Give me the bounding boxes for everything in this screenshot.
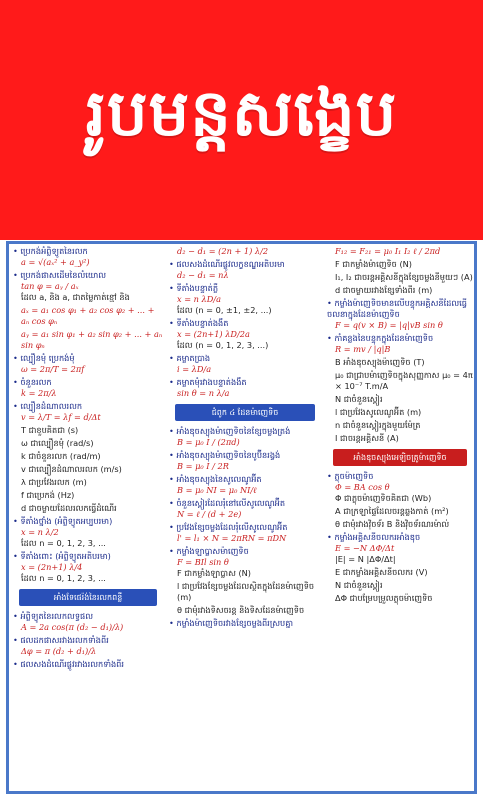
formula-item — [13, 477, 163, 488]
formula-item — [13, 490, 163, 501]
formula-item — [13, 635, 163, 657]
formula-item — [327, 246, 473, 257]
formula-item — [169, 474, 321, 496]
formula-expression: F = q(v × B) = |q|vB sin θ — [335, 320, 443, 330]
formula-expression: B = μ₀ I / (2πd) — [177, 437, 240, 447]
formula-item — [327, 567, 473, 578]
formula-item — [13, 451, 163, 462]
formula-item — [327, 272, 473, 283]
formula-expression: E = −N ΔΦ/Δt — [335, 543, 395, 553]
section-header: អាំងទែផេរ៉ង់នៃរលកពន្លឺ — [19, 589, 157, 606]
banner-title: រូបមន្តសង្ខេប — [85, 76, 398, 151]
column-2 — [169, 246, 321, 789]
formula-item — [169, 618, 321, 629]
formula-item — [169, 377, 321, 399]
formula-item — [327, 370, 473, 392]
formula-note: Φ ជាភ្លុចម៉ាញេទិចគិតជា (Wb) — [335, 493, 432, 503]
formula-heading: • ទីតាំងបន្ទាត់ភ្លឺ — [169, 283, 321, 294]
formula-item — [13, 503, 163, 514]
formula-item — [327, 333, 473, 355]
title-banner — [0, 0, 483, 240]
formula-note: ដែល a, និង a, ជាតម្លៃកាត់ខ្មៅ និង — [21, 292, 130, 302]
formula-heading: • កាំគន្លងនៃបន្ទុកក្នុងដែនម៉ាញេទិច — [327, 333, 473, 344]
formula-item — [13, 270, 163, 303]
formula-item — [327, 532, 473, 565]
formula-note: n ជាចំនួនស្ពៀរក្នុងមួយម៉ែត្រ — [335, 420, 421, 430]
formula-item — [169, 318, 321, 351]
formula-note: I₁, I₂ ជាចរន្តអគ្គិសនីក្នុងខ្សែចម្លងនីមួយៗ (A) — [335, 272, 473, 282]
formula-note: λ ជាប្រវែងរលក (m) — [21, 477, 87, 487]
formula-heading: • ចំនួនស្ពៀរដែលរុំនៅលើសូលេណូអ៊ីត — [169, 498, 321, 509]
formula-expression: x = (2n+1) λD/2a — [177, 329, 250, 339]
formula-note: v ជាល្បឿនដំណាលរលក (m/s) — [21, 464, 122, 474]
formula-heading: • កម្លាំងម៉ាញេទិចរវាងខ្សែចម្លងពីរស្របគ្នា — [169, 618, 321, 629]
formula-note: F ជាកម្លាំងឡាប្លាស (N) — [177, 568, 251, 578]
formula-heading: • អាំងឌុចស្យុងម៉ាញេទិចនៃបូប៊ីនរង្វង់ — [169, 450, 321, 461]
formula-expression: Δφ = π (d₂ + d₁)/λ — [21, 646, 97, 656]
formula-item — [327, 580, 473, 591]
formula-note: l ជាប្រវែងសូលេណូអ៊ីត (m) — [335, 407, 422, 417]
formula-heading: • ប្រវែងខ្សែចម្លងដែលរុំលើសូលេណូអ៊ីត — [169, 522, 321, 533]
formula-heading: • ទីតាំងពោះ (អំព្លិទ្យូតអតិបរមា) — [13, 551, 163, 562]
formula-sheet[interactable] — [6, 241, 477, 794]
formula-item — [13, 377, 163, 399]
formula-note: E ជាកម្លាំងអគ្គិសនីចលករ (V) — [335, 567, 428, 577]
formula-item — [13, 353, 163, 375]
formula-item — [327, 298, 473, 331]
formula-item — [169, 546, 321, 579]
formula-note: ω ជាល្បឿនមុំ (rad/s) — [21, 438, 94, 448]
formula-item — [169, 522, 321, 544]
formula-item — [327, 259, 473, 270]
formula-note: f ជាប្រេកង់ (Hz) — [21, 490, 75, 500]
formula-expression: x = n λD/a — [177, 294, 221, 304]
formula-note: ដែល (n = 0, 1, 2, 3, ...) — [177, 340, 269, 350]
formula-heading: • កម្លាំងឡាប្លាសម៉ាញេទិច — [169, 546, 321, 557]
formula-heading: • គម្លាតមុំរវាងបន្ទាត់ងងឹត — [169, 377, 321, 388]
formula-expression: v = λ/T = λf = d/Δt — [21, 412, 101, 422]
formula-expression: a = √(aₓ² + a_y²) — [21, 257, 90, 267]
formula-note: B អាំងឌុចស្យុងម៉ាញេទិច (T) — [335, 357, 425, 367]
formula-item — [169, 605, 321, 616]
formula-item — [13, 516, 163, 549]
formula-expression: aₓ = a₁ cos φ₁ + a₂ cos φ₂ + ... + aₙ cos φₙ — [21, 305, 155, 326]
formula-heading: • គម្លាតប្រាង — [169, 353, 321, 364]
formula-note: T ជាខួបគិតជា (s) — [21, 425, 79, 435]
formula-expression: Φ = BA cos θ — [335, 482, 390, 492]
formula-expression: B = μ₀ I / 2R — [177, 461, 229, 471]
formula-expression: d₂ − d₁ = nλ — [177, 270, 229, 280]
formula-item — [327, 285, 473, 296]
formula-item — [327, 394, 473, 405]
formula-expression: i = λD/a — [177, 364, 212, 374]
formula-heading: • ភ្លុចម៉ាញេទិច — [327, 471, 473, 482]
column-3 — [327, 246, 473, 789]
formula-item — [327, 593, 473, 604]
formula-expression: k = 2π/λ — [21, 388, 57, 398]
formula-note: l ជាប្រវែងខ្សែចម្លងដែលស្ថិតក្នុងដែនម៉ាញេទិច (m) — [177, 581, 315, 602]
formula-note: |E| = N |ΔΦ/Δt| — [335, 554, 396, 564]
formula-note: k ជាចំនួនរលក (rad/m) — [21, 451, 101, 461]
formula-item — [13, 464, 163, 475]
formula-heading: • ផលដកផាសរវាងរលកទាំងពីរ — [13, 635, 163, 646]
formula-expression: x = n λ/2 — [21, 527, 59, 537]
formula-expression: B = μ₀ NI = μ₀ NI/ℓ — [177, 485, 257, 495]
formula-expression: l' = l₁ × N = 2πRN = πDN — [177, 533, 287, 543]
formula-item — [169, 450, 321, 472]
formula-item — [327, 471, 473, 504]
formula-item — [169, 259, 321, 281]
formula-note: ដែល n = 0, 1, 2, 3, ... — [21, 573, 106, 583]
formula-item — [13, 551, 163, 584]
formula-item — [13, 305, 163, 327]
formula-item — [13, 611, 163, 633]
formula-note: F ជាកម្លាំងម៉ាញេទិច (N) — [335, 259, 412, 269]
formula-heading: • ប្រេកង់អំព្លិទ្យូតនៃរលក — [13, 246, 163, 257]
formula-heading: • កម្លាំងអគ្គិសនីចលករអាំងឌុច — [327, 532, 473, 543]
formula-expression: F = BIl sin θ — [177, 557, 229, 567]
formula-item — [13, 425, 163, 436]
formula-expression: F₁₂ = F₂₁ = μ₀ I₁ I₂ ℓ / 2πd — [335, 246, 441, 256]
formula-note: d ជាចម្ងាយរវាងខ្សែទាំងពីរ (m) — [335, 285, 433, 295]
formula-heading: • ចំនួនរលក — [13, 377, 163, 388]
formula-note: θ ជាមុំរវាងវ៉ិចទ័រ B និងវ៉ិចទ័រណរម៉ាល់ — [335, 519, 450, 529]
formula-note: N ជាចំនួនស្ពៀរ — [335, 394, 383, 404]
formula-item — [327, 357, 473, 368]
formula-note: ដែល n = 0, 1, 2, 3, ... — [21, 538, 106, 548]
formula-item — [13, 329, 163, 351]
formula-item — [169, 353, 321, 375]
formula-heading: • អំព្លិទ្យូតនៃរលកលទ្ធផល — [13, 611, 163, 622]
formula-heading: • ល្បឿនដំណាលរលក — [13, 401, 163, 412]
formula-item — [327, 506, 473, 517]
formula-expression: N = ℓ / (d + 2e) — [177, 509, 242, 519]
column-1 — [13, 246, 163, 789]
section-header: អាំងឌុចស្យុងអេឡិចត្រូម៉ាញេទិច — [333, 449, 467, 466]
formula-heading: • ផលសងដំណើរផ្លូវរវាងរលកទាំងពីរ — [13, 659, 163, 670]
formula-heading: • កម្លាំងម៉ាញេទិចមានលើបន្ទុកអគ្គិសនីដែលធ្វើចលនាក្នុងដែនម៉ាញេទិច — [327, 298, 473, 320]
formula-note: μ₀ ជាជ្រាបម៉ាញេទិចក្នុងសុញ្ញកាស μ₀ = 4π × 10⁻⁷ T.m/A — [335, 370, 473, 391]
formula-item — [327, 407, 473, 418]
formula-item — [327, 519, 473, 530]
formula-heading: • ល្បឿនមុំ ប្រេកង់មុំ — [13, 353, 163, 364]
formula-item — [13, 438, 163, 449]
formula-heading: • អាំងឌុចស្យុងម៉ាញេទិចនៃខ្សែចម្លងត្រង់ — [169, 426, 321, 437]
formula-expression: x = (2n+1) λ/4 — [21, 562, 83, 572]
formula-item — [13, 246, 163, 268]
formula-note: A ជាក្រឡាផ្ទៃដែលចរន្តឆ្លងកាត់ (m²) — [335, 506, 449, 516]
section-header: ជំពូក ៤ ដែនម៉ាញេទិច — [175, 404, 315, 421]
formula-expression: sin θ = n λ/a — [177, 388, 230, 398]
formula-note: ΔΦ ជាបម្រែបម្រួលភ្លុចម៉ាញេទិច — [335, 593, 433, 603]
formula-note: ដែល (n = 0, ±1, ±2, ...) — [177, 305, 272, 315]
formula-expression: ω = 2π/T = 2πf — [21, 364, 85, 374]
formula-expression: A = 2a cos(π (d₂ − d₁)/λ) — [21, 622, 124, 632]
formula-item — [327, 420, 473, 431]
formula-note: I ជាចរន្តអគ្គិសនី (A) — [335, 433, 399, 443]
formula-heading: • ប្រេកង់ផាសដើមនៃលំយោល — [13, 270, 163, 281]
formula-item — [169, 426, 321, 448]
formula-expression: R = mv / |q|B — [335, 344, 391, 354]
formula-item — [169, 581, 321, 603]
formula-item — [327, 433, 473, 444]
formula-expression: aᵧ = a₁ sin φ₁ + a₂ sin φ₂ + ... + aₙ sin φₙ — [21, 329, 163, 350]
formula-item — [13, 659, 163, 670]
formula-item — [169, 246, 321, 257]
formula-note: θ ជាមុំរវាងទិសចរន្ត និងទិសដែនម៉ាញេទិច — [177, 605, 305, 615]
formula-expression: d₂ − d₁ = (2n + 1) λ/2 — [177, 246, 269, 256]
formula-heading: • ផលសងដំណើរផ្លូវលក្ខខណ្ឌអតិបរមា — [169, 259, 321, 270]
formula-item — [169, 283, 321, 316]
formula-item — [13, 401, 163, 423]
formula-expression: tan φ = aᵧ / aₓ — [21, 281, 79, 291]
formula-heading: • អាំងឌុចស្យុងនៃសូលេណូអ៊ីត — [169, 474, 321, 485]
formula-note: N ជាចំនួនស្ពៀរ — [335, 580, 383, 590]
formula-heading: • ទីតាំងថ្នាំង (អំព្លិទ្យូតអប្បបរមា) — [13, 516, 163, 527]
formula-item — [169, 498, 321, 520]
formula-heading: • ទីតាំងបន្ទាត់ងងឹត — [169, 318, 321, 329]
formula-note: d ជាចម្ងាយដែលរលកធ្វើដំណើរ — [21, 503, 117, 513]
